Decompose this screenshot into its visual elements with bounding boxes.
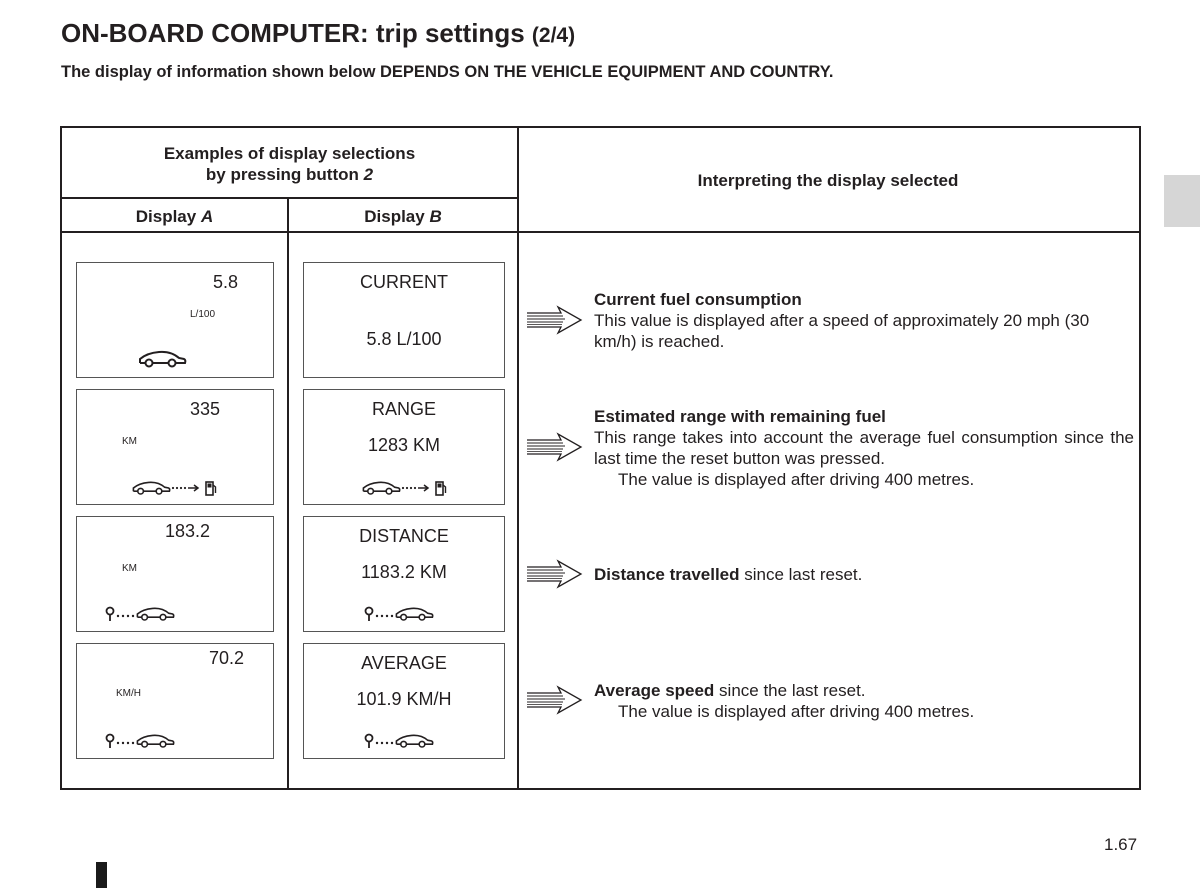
pin-to-car-icon <box>105 605 175 623</box>
display-b-panel <box>303 516 505 632</box>
display-b-label: CURRENT <box>360 272 448 292</box>
display-a-panel <box>76 262 274 378</box>
display-b-label: AVERAGE <box>361 653 447 673</box>
display-a-value: 335 <box>190 399 221 419</box>
header-display-b: Display B <box>364 207 442 226</box>
page-subtitle: The display of information shown below DEPENDS ON THE VEHICLE EQUIPMENT AND COUNTRY. <box>61 63 834 81</box>
page-number: 1.67 <box>1104 835 1138 854</box>
pin-to-car-icon <box>364 605 434 623</box>
display-b-value: 1183.2 KM <box>361 562 447 582</box>
pin-to-car-icon <box>105 732 175 750</box>
description-row-3 <box>594 564 1134 585</box>
description-note: The value is displayed after driving 400 metres. <box>618 702 975 721</box>
arrow-icon <box>525 432 583 462</box>
description-text: This range takes into account the average fuel consumption since the last time the reset button was pressed. <box>594 428 1134 468</box>
description-row-4 <box>594 680 1134 722</box>
display-b-value: 5.8 L/100 <box>366 329 442 349</box>
page-title: ON-BOARD COMPUTER: trip settings (2/4) <box>61 18 576 48</box>
car-icon <box>137 349 187 369</box>
column-divider <box>517 126 519 788</box>
display-b-panel <box>303 262 505 378</box>
display-a-unit: KM <box>122 563 137 574</box>
display-a-value: 5.8 <box>213 272 239 292</box>
arrow-icon <box>525 559 583 589</box>
display-a-value: 70.2 <box>209 648 245 668</box>
header-examples: Examples of display selections by pressing button 2 <box>163 144 416 184</box>
row-divider <box>60 231 1139 233</box>
description-text: since last reset. <box>739 565 863 584</box>
arrow-icon <box>525 685 583 715</box>
description-text: since the last reset. <box>714 681 866 700</box>
display-a-panel <box>76 643 274 759</box>
display-b-label: DISTANCE <box>359 526 449 546</box>
header-display-a: Display A <box>135 207 214 226</box>
description-text: This value is displayed after a speed of approximately 20 mph (30 km/h) is reached. <box>594 311 1090 351</box>
display-b-panel <box>303 643 505 759</box>
pin-to-car-icon <box>364 732 434 750</box>
display-a-panel <box>76 516 274 632</box>
page-part: (2/4) <box>531 24 576 47</box>
description-title: Estimated range with remaining fuel <box>594 407 886 426</box>
description-title: Current fuel consumption <box>594 290 802 309</box>
display-b-value: 101.9 KM/H <box>356 689 452 709</box>
description-title: Distance travelled <box>594 565 740 584</box>
chapter-tab-marker <box>1164 175 1200 227</box>
description-row-1 <box>594 289 1134 352</box>
description-note: The value is displayed after driving 400 metres. <box>618 470 975 489</box>
display-b-value: 1283 KM <box>367 435 441 455</box>
display-a-unit: KM/H <box>116 688 141 699</box>
header-interpreting: Interpreting the display selected <box>697 171 959 190</box>
display-b-label: RANGE <box>371 399 436 419</box>
display-a-unit: KM <box>122 436 137 447</box>
display-a-panel <box>76 389 274 505</box>
car-to-fuel-pump-icon <box>361 479 447 497</box>
car-to-fuel-pump-icon <box>131 479 217 497</box>
display-a-unit: L/100 <box>190 309 216 320</box>
display-a-value: 183.2 <box>165 521 211 541</box>
description-title: Average speed <box>594 681 715 700</box>
column-divider <box>287 198 289 788</box>
arrow-icon <box>525 305 583 335</box>
display-b-panel <box>303 389 505 505</box>
description-row-2 <box>594 406 1134 490</box>
row-divider <box>60 197 518 199</box>
page-corner-mark <box>96 862 107 888</box>
